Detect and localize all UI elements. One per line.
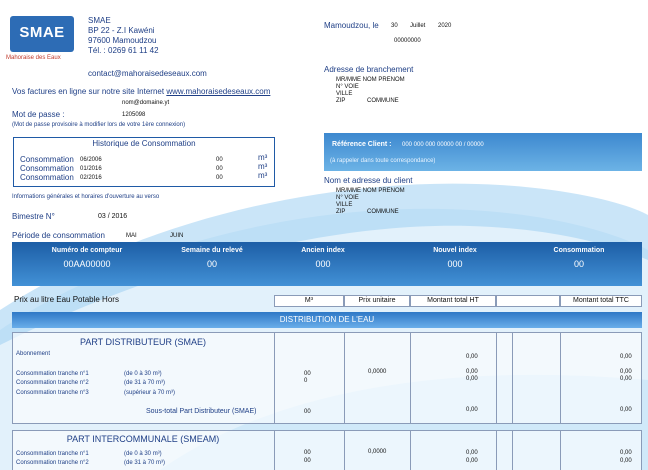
tranche-range: (de 0 à 30 m³) xyxy=(124,371,162,377)
periode-from: MAI xyxy=(126,233,137,239)
branchement-line: ZIP xyxy=(336,98,346,104)
history-unit: m³ xyxy=(258,171,268,180)
old-index-head: Ancien index xyxy=(301,247,345,254)
password-value: 1205098 xyxy=(122,112,146,118)
col-divider xyxy=(496,430,497,470)
tranche-label: Consommation tranche n°2 xyxy=(16,460,89,466)
old-index-value: 000 xyxy=(315,259,331,269)
distributeur-subtotal-ht: 0,00 xyxy=(466,407,478,413)
periode-to: JUIN xyxy=(170,233,184,239)
col-divider xyxy=(560,332,561,424)
tranche-unit-price: 0,0000 xyxy=(368,449,387,455)
website-link[interactable]: www.mahoraisedeseaux.com xyxy=(166,87,271,96)
tranche-ht: 0,00 xyxy=(466,458,478,464)
online-invoices-line xyxy=(12,87,270,96)
client-commune: COMMUNE xyxy=(367,209,399,215)
distribution-title: DISTRIBUTION DE L'EAU xyxy=(12,312,642,328)
releve-week-value: 00 xyxy=(206,259,217,269)
tranche-m3: 0 xyxy=(304,378,308,384)
consumption-value: 00 xyxy=(573,259,584,269)
tranche-ht: 0,00 xyxy=(466,450,478,456)
tranche-range: (de 0 à 30 m³) xyxy=(124,451,162,457)
ref-client-note: (à rappeler dans toute correspondance) xyxy=(330,158,436,164)
history-date: 01/2016 xyxy=(80,166,102,172)
col-divider xyxy=(512,332,513,424)
distributeur-subtotal-ttc: 0,00 xyxy=(620,407,632,413)
header-total-ht: Montant total HT xyxy=(410,295,496,307)
client-line: ZIP xyxy=(336,209,346,215)
tranche-range: (de 31 à 70 m³) xyxy=(124,460,166,466)
col-divider xyxy=(344,332,345,424)
history-title: Historique de Consommation xyxy=(92,139,196,148)
col-divider xyxy=(410,430,411,470)
client-line: N° VOIE xyxy=(336,195,359,201)
header-m3: M³ xyxy=(274,295,344,307)
branchement-title: Adresse de branchement xyxy=(324,65,414,74)
col-divider xyxy=(274,332,275,424)
tranche-range: (supérieur à 70 m³) xyxy=(124,390,176,396)
tranche-m3: 00 xyxy=(304,458,311,464)
new-index-head: Nouvel index xyxy=(433,247,477,254)
abonnement-label: Abonnement xyxy=(16,351,51,357)
ref-client-value: 000 000 000 00000 00 / 00000 xyxy=(402,142,484,148)
invoice-number: 00000000 xyxy=(394,38,421,44)
col-divider xyxy=(274,430,275,470)
date-year: 2020 xyxy=(438,23,452,29)
bimestre-value: 03 / 2016 xyxy=(98,213,128,220)
history-label: Consommation xyxy=(20,164,74,173)
tranche-label: Consommation tranche n°1 xyxy=(16,371,89,377)
company-address-2: 97600 Mamoudzou xyxy=(88,36,157,45)
company-email[interactable]: contact@mahoraisedeseaux.com xyxy=(88,69,207,78)
col-divider xyxy=(410,332,411,424)
tranche-ttc: 0,00 xyxy=(620,376,632,382)
new-index-value: 000 xyxy=(447,259,463,269)
logo-subtitle: Mahoraise des Eaux xyxy=(6,55,61,61)
col-divider xyxy=(560,430,561,470)
history-value: 00 xyxy=(216,166,223,172)
company-name: SMAE xyxy=(88,16,111,25)
tranche-ht: 0,00 xyxy=(466,376,478,382)
tranche-ttc: 0,00 xyxy=(620,369,632,375)
col-divider xyxy=(496,332,497,424)
branchement-line: VILLE xyxy=(336,91,353,97)
header-unit-price: Prix unitaire xyxy=(344,295,410,307)
intercommunale-title: PART INTERCOMMUNALE (SMEAM) xyxy=(66,434,220,444)
distributeur-subtotal-label: Sous-total Part Distributeur (SMAE) xyxy=(146,408,257,415)
company-phone: Tél. : 0269 61 11 42 xyxy=(88,46,159,55)
logo-text: SMAE xyxy=(19,24,65,41)
history-unit: m³ xyxy=(258,153,268,162)
tranche-label: Consommation tranche n°2 xyxy=(16,380,89,386)
tranche-unit-price: 0,0000 xyxy=(368,369,387,375)
history-label: Consommation xyxy=(20,173,74,182)
company-address-1: BP 22 - Z.I Kawéni xyxy=(88,26,155,35)
history-unit: m³ xyxy=(258,162,268,171)
tranche-label: Consommation tranche n°1 xyxy=(16,451,89,457)
distributeur-title: PART DISTRIBUTEUR (SMAE) xyxy=(79,337,206,347)
password-note: (Mot de passe provisoire à modifier lors de votre 1ère connexion) xyxy=(12,122,186,128)
tranche-m3: 00 xyxy=(304,371,311,377)
client-line: MR/MME NOM PRENOM xyxy=(336,188,405,194)
header-total-ttc: Montant total TTC xyxy=(560,295,642,307)
bimestre-label: Bimestre N° xyxy=(12,212,55,221)
client-title: Nom et adresse du client xyxy=(324,176,413,185)
abonnement-ttc: 0,00 xyxy=(620,354,632,360)
history-value: 00 xyxy=(216,175,223,181)
periode-label: Période de consommation xyxy=(12,231,105,240)
history-date: 06/2006 xyxy=(80,157,102,163)
ref-client-label: Référence Client : xyxy=(332,141,392,148)
col-divider xyxy=(512,430,513,470)
client-line: VILLE xyxy=(336,202,353,208)
history-date: 02/2016 xyxy=(80,175,102,181)
tranche-range: (de 31 à 70 m³) xyxy=(124,380,166,386)
tranche-m3: 00 xyxy=(304,450,311,456)
date-place: Mamoudzou, le xyxy=(324,21,379,30)
abonnement-ht: 0,00 xyxy=(466,354,478,360)
ref-client-box xyxy=(324,133,642,171)
releve-week-head: Semaine du relevé xyxy=(181,247,243,254)
login-email: nom@domaine.yt xyxy=(122,100,170,106)
info-note: Informations générales et horaires d'ouverture au verso xyxy=(12,194,160,200)
branchement-line: MR/MME NOM PRENOM xyxy=(336,77,405,83)
price-label: Prix au litre Eau Potable Hors xyxy=(14,295,119,304)
branchement-commune: COMMUNE xyxy=(367,98,399,104)
branchement-line: N° VOIE xyxy=(336,84,359,90)
online-invoices-text: Vos factures en ligne sur notre site Internet xyxy=(12,87,165,96)
history-label: Consommation xyxy=(20,155,74,164)
distributeur-subtotal-m3: 00 xyxy=(304,409,311,415)
meter-reading-band xyxy=(12,242,642,286)
history-value: 00 xyxy=(216,157,223,163)
meter-number-head: Numéro de compteur xyxy=(51,247,123,254)
consumption-head: Consommation xyxy=(553,247,605,254)
tranche-ht: 0,00 xyxy=(466,369,478,375)
date-month: Juillet xyxy=(410,23,426,29)
col-divider xyxy=(344,430,345,470)
date-day: 30 xyxy=(391,23,398,29)
tranche-label: Consommation tranche n°3 xyxy=(16,390,89,396)
tranche-ttc: 0,00 xyxy=(620,458,632,464)
password-label: Mot de passe : xyxy=(12,110,65,119)
meter-number-value: 00AA00000 xyxy=(63,259,111,269)
header-blank xyxy=(496,295,560,307)
tranche-ttc: 0,00 xyxy=(620,450,632,456)
